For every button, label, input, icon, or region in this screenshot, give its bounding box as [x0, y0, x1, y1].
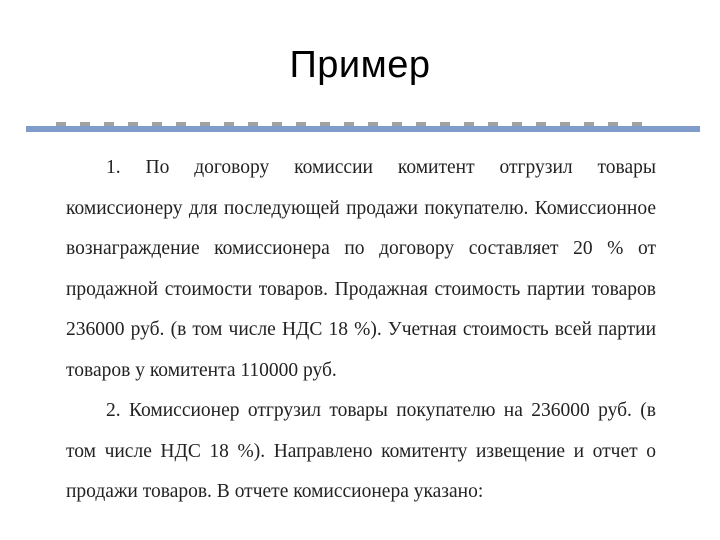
scanned-divider-band — [26, 122, 700, 140]
document-body — [66, 148, 656, 513]
paragraph-2: 2. Комиссионер отгрузил товары покупателю на 236000 руб. (в том числе НДС 18 %). Направлено комитенту извещение и отчет о продажи товаров. В отчете комиссионера указано: — [66, 400, 656, 502]
divider-band — [26, 126, 700, 132]
slide-title: Пример — [289, 44, 431, 86]
paragraph-1: 1. По договору комиссии комитент отгрузил товары комиссионеру для последующей продажи покупателю. Комиссионное вознаграждение комиссионера по договору составляет 20 % от продажной стоимости товаров. Продажная стоимость партии товаров 236000 руб. (в том числе НДС 18 %). Учетная стоимость всей партии товаров у комитента 110000 руб. — [66, 157, 656, 381]
